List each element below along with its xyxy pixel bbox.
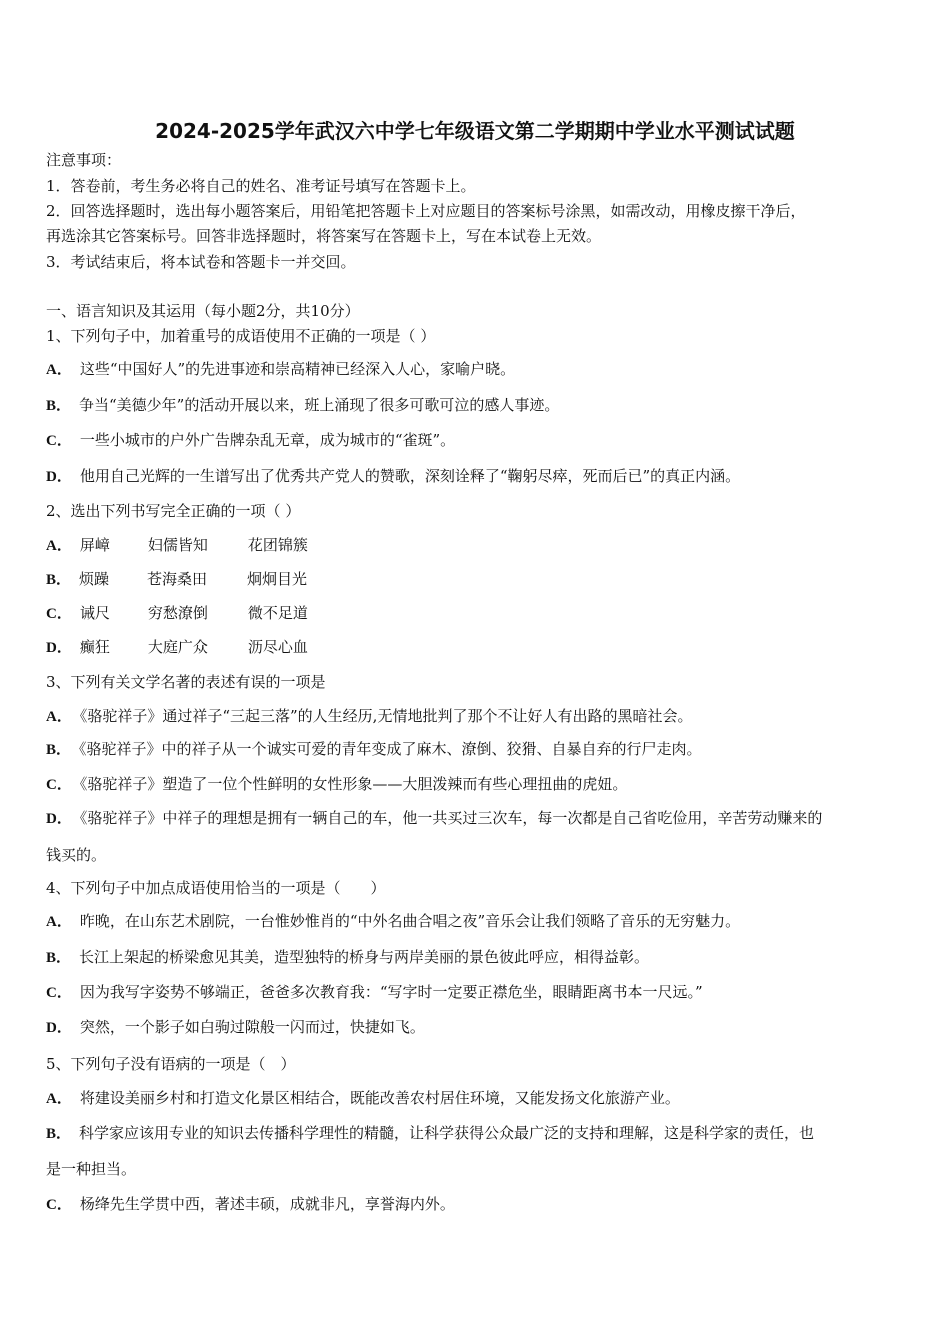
- option-key: C．: [46, 777, 72, 793]
- option: [46, 1123, 814, 1144]
- word: 沥尽心血: [247, 638, 308, 656]
- option: [46, 395, 559, 416]
- word: 癫狂: [79, 638, 110, 656]
- option-text: 科学家应该用专业的知识去传播科学理性的精髓，让科学获得公众最广泛的支持和理解，这是科学家的责任，也: [79, 1124, 815, 1142]
- option-text: 这些“中国好人”的先进事迹和崇高精神已经深入人心，家喻户晓。: [79, 360, 516, 378]
- word: 微不足道: [247, 604, 308, 622]
- option: [46, 1088, 680, 1109]
- option-text: 他用自己光辉的一生谱写出了优秀共产党人的赞歌，深刻诠释了“鞠躬尽瘁，死而后已”的真正内涵。: [79, 467, 741, 485]
- option-text: 将建设美丽乡村和打造文化景区相结合，既能改善农村居住环境，又能发扬文化旅游产业。: [79, 1089, 680, 1107]
- word: 穷愁潦倒: [147, 604, 208, 622]
- option: [46, 535, 308, 556]
- option: [46, 1194, 455, 1215]
- option: [46, 774, 627, 795]
- option: [46, 1017, 425, 1038]
- question-stem: 4、下列句子中加点成语使用恰当的一项是（ ）: [46, 879, 386, 897]
- option: [46, 359, 515, 380]
- option-key: C．: [46, 606, 72, 622]
- option-key: B．: [46, 950, 72, 966]
- option-key: D．: [46, 640, 72, 656]
- page-title: 2024-2025学年武汉六中学七年级语文第二学期期中学业水平测试试题: [155, 119, 795, 143]
- option: [46, 739, 702, 760]
- option: [46, 947, 649, 968]
- option-text: 突然，一个影子如白驹过隙般一闪而过，快捷如飞。: [79, 1018, 425, 1036]
- option-text: 因为我写字姿势不够端正，爸爸多次教育我：“写字时一定要正襟危坐，眼睛距离书本一尺远。”: [79, 983, 703, 1001]
- option-text: 《骆驼祥子》中祥子的理想是拥有一辆自己的车，他一共买过三次车，每一次都是自己省吃俭用，辛苦劳动赚来的: [79, 809, 823, 827]
- section-heading: 一、语言知识及其运用（每小题2分，共10分）: [46, 302, 360, 320]
- option-key: A．: [46, 362, 72, 378]
- word: 炯炯目光: [247, 570, 308, 588]
- word: 大庭广众: [147, 638, 208, 656]
- word: 花团锦簇: [247, 536, 308, 554]
- notice-item: 1．答卷前，考生务必将自己的姓名、准考证号填写在答题卡上。: [46, 177, 476, 195]
- word: 诫尺: [79, 604, 110, 622]
- word: 屏嶂: [79, 536, 110, 554]
- option: [46, 603, 308, 624]
- option-continuation: 钱买的。: [46, 846, 107, 864]
- option: [46, 466, 740, 487]
- option-key: C．: [46, 1197, 72, 1213]
- option-key: A．: [46, 1091, 72, 1107]
- word: 苍海桑田: [147, 570, 208, 588]
- question-stem: 5、下列句子没有语病的一项是（ ）: [46, 1055, 296, 1073]
- option-key: C．: [46, 985, 72, 1001]
- option: [46, 982, 703, 1003]
- option: [46, 569, 307, 590]
- question-stem: 1、下列句子中，加着重号的成语使用不正确的一项是（ ）: [46, 327, 436, 345]
- option-key: A．: [46, 709, 72, 725]
- notice-item: 再选涂其它答案标号。回答非选择题时，将答案写在答题卡上，写在本试卷上无效。: [46, 227, 602, 245]
- notice-item: 3．考试结束后，将本试卷和答题卡一并交回。: [46, 253, 356, 271]
- option-text: 争当“美德少年”的活动开展以来，班上涌现了很多可歌可泣的感人事迹。: [79, 396, 560, 414]
- option-text: 昨晚，在山东艺术剧院，一台惟妙惟肖的“中外名曲合唱之夜”音乐会让我们领略了音乐的无穷魅力。: [79, 912, 741, 930]
- option-key: D．: [46, 811, 72, 827]
- option: [46, 706, 692, 727]
- option: [46, 637, 308, 658]
- notice-item: 2．回答选择题时，选出每小题答案后，用铅笔把答题卡上对应题目的答案标号涂黑，如需改动，用橡皮擦干净后，: [46, 202, 806, 220]
- option: [46, 430, 455, 451]
- word: 妇儒皆知: [147, 536, 208, 554]
- option-text: 《骆驼祥子》通过祥子“三起三落”的人生经历,无情地批判了那个不让好人有出路的黑暗社会。: [79, 707, 693, 725]
- word: 烦躁: [79, 570, 110, 588]
- option-text: 《骆驼祥子》中的祥子从一个诚实可爱的青年变成了麻木、潦倒、狡猾、自暴自弃的行尸走肉。: [79, 740, 702, 758]
- option: [46, 911, 740, 932]
- option-text: 《骆驼祥子》塑造了一位个性鲜明的女性形象——大胆泼辣而有些心理扭曲的虎妞。: [79, 775, 628, 793]
- option-key: B．: [46, 1126, 72, 1142]
- option-key: A．: [46, 914, 72, 930]
- question-stem: 2、选出下列书写完全正确的一项（ ）: [46, 502, 301, 520]
- option-key: B．: [46, 398, 72, 414]
- option-key: B．: [46, 742, 72, 758]
- option-key: D．: [46, 469, 72, 485]
- option-text: 杨绛先生学贯中西，著述丰硕，成就非凡，享誉海内外。: [79, 1195, 455, 1213]
- notice-heading: 注意事项：: [46, 151, 122, 169]
- option-key: B．: [46, 572, 72, 588]
- question-stem: 3、下列有关文学名著的表述有误的一项是: [46, 673, 326, 691]
- option-key: C．: [46, 433, 72, 449]
- option: [46, 808, 822, 829]
- option-continuation: 是一种担当。: [46, 1160, 137, 1178]
- option-text: 长江上架起的桥梁愈见其美，造型独特的桥身与两岸美丽的景色彼此呼应，相得益彰。: [79, 948, 650, 966]
- option-key: D．: [46, 1020, 72, 1036]
- option-text: 一些小城市的户外广告牌杂乱无章，成为城市的“雀斑”。: [79, 431, 456, 449]
- option-key: A．: [46, 538, 72, 554]
